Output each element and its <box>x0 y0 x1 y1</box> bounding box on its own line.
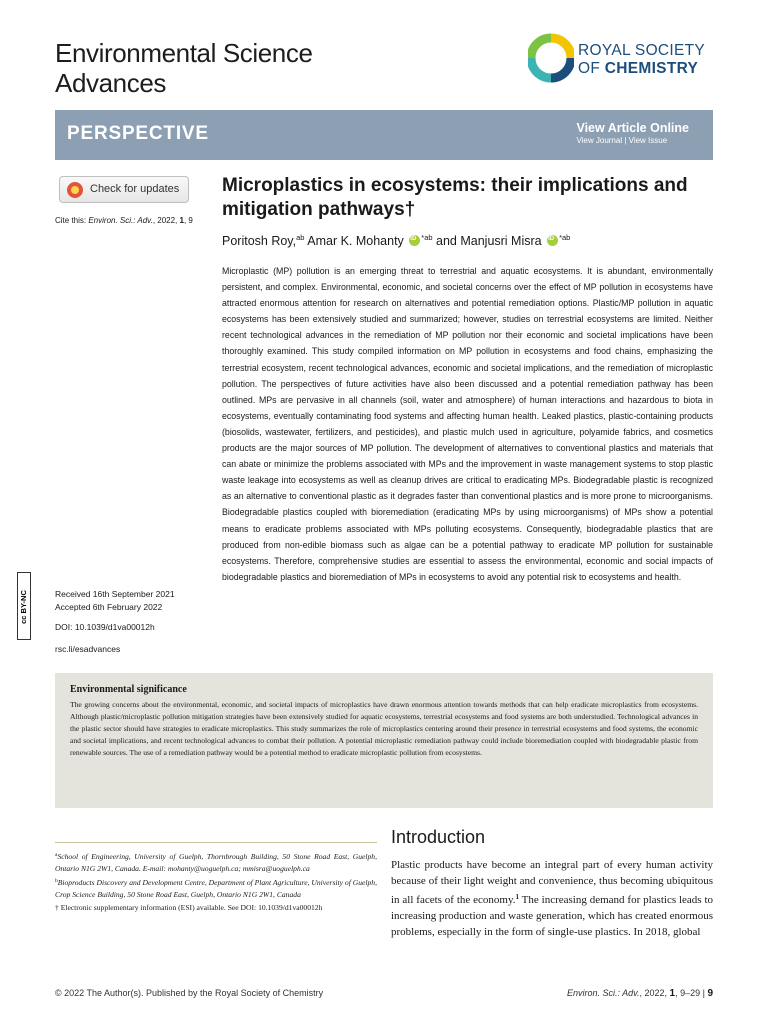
publisher-logo[interactable] <box>528 32 718 88</box>
significance-title: Environmental significance <box>70 684 187 695</box>
affiliation-footnotes <box>55 850 377 916</box>
view-article-online-link[interactable]: View Article Online <box>576 121 689 135</box>
footnote-esi: † Electronic supplementary information (ESI) available. See DOI: 10.1039/d1va00012h <box>55 903 323 913</box>
article-title: Microplastics in ecosystems: their implications and mitigation pathways† <box>222 175 688 220</box>
abstract: Microplastic (MP) pollution is an emerging threat to terrestrial and aquatic ecosystems. It is abundant, environmentally persistent, and complex. Environmental, economic, and societal concerns over the effect of MP pollution in ecosystems have attracted enormous attention for research on alternatives and potential remediation options. Plastic/MP pollution in aquatic ecosystems has been extensively studied and summarized; however, studies on terrestrial ecosystems are limited. Neither recent technological advances in the remediation of MP pollution nor their economic and societal implications have been thoroughly examined. This study compiled information on MP pollution in ecosystems and food chains, emphasizing the terrestrial ecosystem, recent technological advances, economic and societal implications, and the remediation of microplastic pollution. The perspectives of future activities have also been discussed and a potential remediation pathway has been outlined. MPs are pervasive in all channels (soil, water and atmosphere) of human interactions and hazardous to biota in ecosystems, eventually contaminating food systems and affecting human health. Leaked plastics, plastic-containing products (biosolids, wastewater, fertilizers, and pesticides), and plastic mulch used in agriculture, polyamide fabrics, and cosmetics products are the major sources of MP pollution. The development of alternatives to conventional plastics and materials that can abate or minimize the problems associated with MPs and the improvement in waste management systems to stop plastic waste leakage into ecosystems as well as cleanup drives are critical to eradicating MPs. Biodegradable plastic is recognized as an alternative to conventional plastic as it degrades faster than conventional plastics and is more prone to microorganisms. Biodegradable plastics coupled with bioremediation (eradicating MPs by using microorganisms) of MPs show a potential means to eradicate problems associated with MPs polluting ecosystems. Consequently, biodegradable plastics that are produced from non-edible biomass such as algae can be a potential pathway to eradicate MP pollution for sustainable ecosystems. Therefore, comprehensive studies are essential to assess the environmental, economic and social impacts of biodegradable plastics and bioremediation of MPs in ecosystems to avoid any potential risk to ecosystems and health. <box>222 266 713 582</box>
journal-title-line2: Advances <box>55 68 166 98</box>
cc-license-badge[interactable] <box>17 572 31 640</box>
check-for-updates-label: Check for updates <box>90 183 180 195</box>
rsc-line1: ROYAL SOCIETY <box>578 42 706 59</box>
footnote-a: $^a$School of Engineering, University of Guelph, Thornbrough Building, 50 Stone Road East, Guelph, Ontario N1G 2W1, Canada. E-mail: mohanty@uoguelph.ca; mmisra@uoguelph.ca <box>55 852 377 873</box>
doi-text[interactable]: DOI: 10.1039/d1va00012h <box>55 622 155 632</box>
introduction-heading: Introduction <box>391 827 486 847</box>
footnote-b: $^b$Bioproducts Discovery and Development Centre, Department of Plant Agriculture, University of Guelph, Crop Science Building, 50 Stone Road East, Guelph, Ontario N1G 2W1, Canada <box>55 878 377 899</box>
journal-title-line1: Environmental Science <box>55 38 313 68</box>
footnote-rule <box>55 842 377 843</box>
orcid-icon[interactable] <box>547 235 558 246</box>
article-type-banner <box>55 110 713 160</box>
author-list <box>222 233 570 248</box>
environmental-significance-box <box>55 673 713 808</box>
banner-links <box>576 121 689 147</box>
received-date: Received 16th September 2021 <box>55 589 175 599</box>
rsc-ring-icon <box>528 32 574 88</box>
orcid-icon[interactable] <box>409 235 420 246</box>
citation-line: Cite this: Environ. Sci.: Adv., 2022, 1, 9 <box>55 216 193 225</box>
author-mohanty: Amar K. Mohanty $iD^{*ab}$ <box>304 234 432 248</box>
check-for-updates-button[interactable] <box>59 176 189 203</box>
copyright-footer: © 2022 The Author(s). Published by the Royal Society of Chemistry <box>55 988 324 998</box>
rsc-line2: OF CHEMISTRY <box>578 60 699 77</box>
crossmark-icon <box>67 182 83 198</box>
introduction-text: Plastic products have become an integral part of every human activity because of their light weight and convenience, thus becoming ubiquitous in all facets of the economy.$^1$ The increasing demand for plastics leads to increasing production and waste generation, which has created enormous problems, especially in the form of single-use plastics. In 2018, global <box>391 859 714 938</box>
article-type-label: PERSPECTIVE <box>67 123 209 144</box>
rsc-wordmark <box>578 42 705 78</box>
article-dates <box>55 588 175 614</box>
view-journal-issue-links[interactable]: View Journal | View Issue <box>576 136 668 145</box>
cc-license-text: cc BY-NC <box>19 590 28 624</box>
accepted-date: Accepted 6th February 2022 <box>55 602 163 612</box>
reference-link[interactable]: 1 <box>515 892 520 901</box>
journal-short-link[interactable]: rsc.li/esadvances <box>55 644 121 654</box>
journal-title <box>55 38 313 98</box>
page-footer: Environ. Sci.: Adv., 2022, 1, 9–29 | 9 <box>566 988 713 999</box>
author-misra: and Manjusri Misra $iD^{*ab}$ <box>433 234 571 248</box>
significance-text: The growing concerns about the environmental, economic, and societal impacts of microplastics have drawn enormous attention towards methods that can help eradicate microplastics from ecosystems. Although plastic/microplastic pollution mitigation strategies have been extensively studied for aquatic ecosystems, terrestrial ecosystems and food systems are both understudied. Technological advances in the plastic sector should have strategies to eradicate microplastics. This study summarizes the role of microplastics centering around their presence in terrestrial ecosystems and food systems, the economic and societal implications, and recent technological advances to combat their pollution. A potential microplastic remediation pathway could include bioremediation coupled with biodegradable plastic from renewable sources. The use of a remediation pathway would be a potential method to eradicate microplastic pollution from ecosystems. <box>70 700 698 757</box>
author-roy: Poritosh Roy,$^{ab}$ <box>222 233 305 248</box>
